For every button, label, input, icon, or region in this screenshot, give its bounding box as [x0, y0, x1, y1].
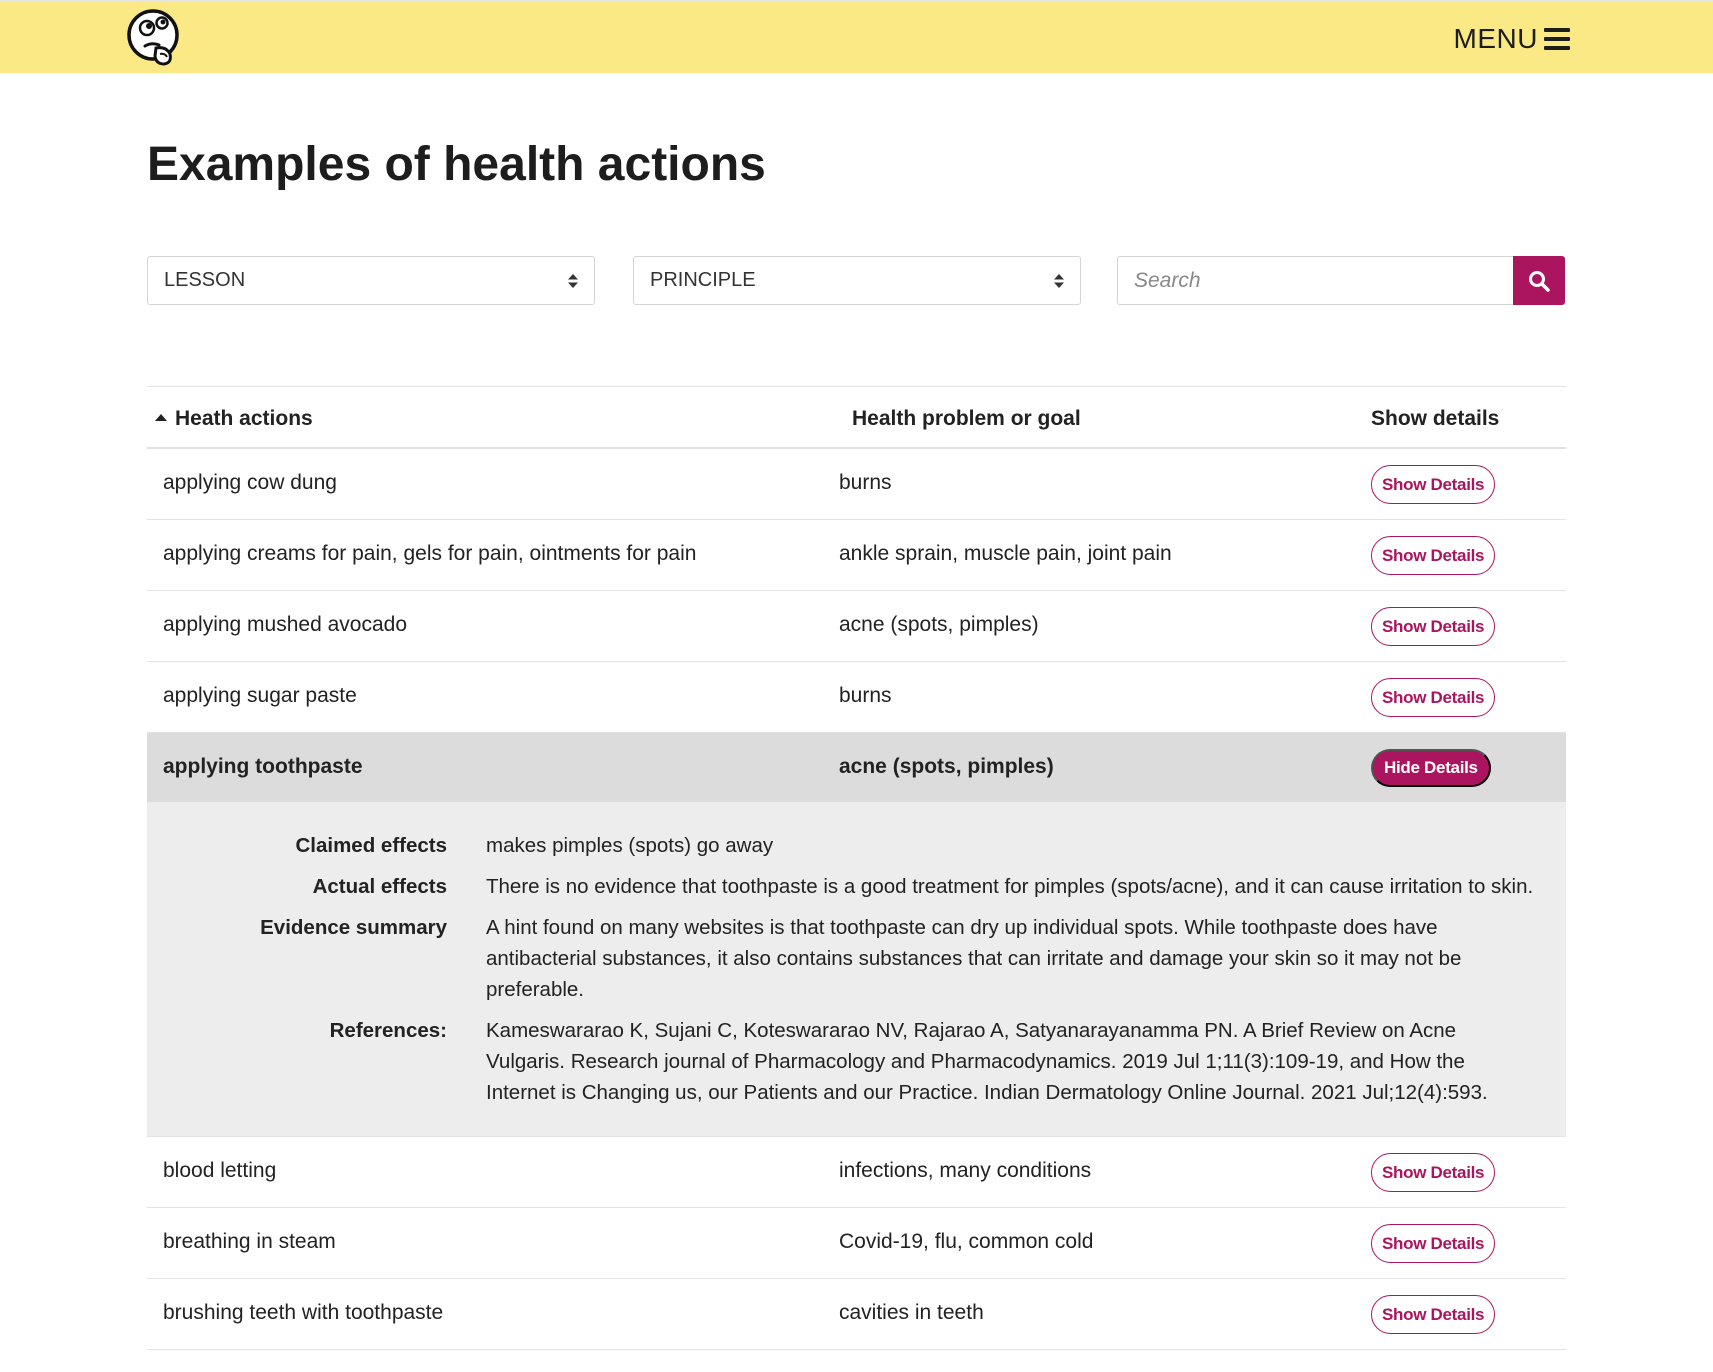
health-problem-cell: infections, many conditions — [839, 1159, 1092, 1182]
health-actions-table — [147, 386, 1566, 1350]
page-title: Examples of health actions — [147, 138, 766, 191]
table-row — [147, 591, 1566, 662]
column-header-health-problem[interactable]: Health problem or goal — [852, 407, 1081, 430]
detail-row-actual-effects — [147, 871, 1538, 902]
show-details-button[interactable]: Show Details — [1371, 1224, 1495, 1263]
health-problem-cell: Covid-19, flu, common cold — [839, 1230, 1094, 1253]
detail-value: A hint found on many websites is that toothpaste can dry up individual spots. While toothpaste does have antibacterial substances, it also contains substances that can irritate and damage your skin so it may not be preferable. — [486, 916, 1462, 1001]
detail-row-evidence-summary — [147, 912, 1538, 1005]
search-input[interactable] — [1117, 256, 1513, 305]
health-problem-cell: cavities in teeth — [839, 1301, 984, 1324]
thinking-face-icon[interactable] — [126, 8, 184, 68]
health-action-cell: breathing in steam — [163, 1230, 336, 1253]
detail-label: Evidence summary — [260, 916, 447, 939]
health-action-cell: applying cow dung — [163, 471, 337, 494]
show-details-button[interactable]: Show Details — [1371, 1153, 1495, 1192]
show-details-button[interactable]: Show Details — [1371, 678, 1495, 717]
principle-select[interactable] — [633, 256, 1081, 305]
menu-button[interactable] — [1454, 23, 1570, 55]
health-problem-cell: ankle sprain, muscle pain, joint pain — [839, 542, 1172, 565]
search-button[interactable] — [1513, 256, 1565, 305]
table-row-expanded — [147, 733, 1566, 802]
search-icon — [1528, 270, 1550, 292]
detail-label: References: — [329, 1019, 447, 1042]
hamburger-icon — [1544, 28, 1570, 50]
health-problem-cell: burns — [839, 471, 892, 494]
table-row — [147, 449, 1566, 520]
health-action-cell: brushing teeth with toothpaste — [163, 1301, 444, 1324]
table-row — [147, 1137, 1566, 1208]
health-action-cell: applying toothpaste — [163, 755, 363, 778]
health-problem-cell: burns — [839, 684, 892, 707]
detail-value: There is no evidence that toothpaste is a good treatment for pimples (spots/acne), and it can cause irritation to skin. — [486, 875, 1534, 898]
health-action-cell: blood letting — [163, 1159, 277, 1182]
table-row — [147, 520, 1566, 591]
menu-label: MENU — [1453, 23, 1538, 54]
table-header — [147, 386, 1566, 449]
table-row — [147, 1208, 1566, 1279]
column-header-show-details: Show details — [1371, 407, 1500, 430]
detail-row-references — [147, 1015, 1538, 1108]
select-arrows-icon — [1054, 274, 1064, 288]
detail-value: Kameswararao K, Sujani C, Koteswararao NV, Rajarao A, Satyanarayanamma PN. A Brief Review on Acne Vulgaris. Research journal of Pharmacology and Pharmacodynamics. 2019 Jul 1;11(3):109-19, and How the Internet is Changing us, our Patients and our Practice. Indian Dermatology Online Journal. 2021 Jul;12(4):593. — [486, 1019, 1488, 1104]
principle-select-value: PRINCIPLE — [650, 269, 756, 291]
detail-row-claimed-effects — [147, 830, 1538, 861]
select-arrows-icon — [568, 274, 578, 288]
health-action-cell: applying sugar paste — [163, 684, 357, 707]
health-action-cell: applying creams for pain, gels for pain, ointments for pain — [163, 542, 697, 565]
lesson-select[interactable] — [147, 256, 595, 305]
show-details-button[interactable]: Show Details — [1371, 465, 1495, 504]
top-header — [0, 0, 1713, 73]
hide-details-button[interactable]: Hide Details — [1371, 749, 1491, 787]
table-row — [147, 1279, 1566, 1350]
show-details-button[interactable]: Show Details — [1371, 1295, 1495, 1334]
details-panel — [147, 802, 1566, 1137]
detail-label: Claimed effects — [295, 834, 447, 857]
detail-value: makes pimples (spots) go away — [486, 834, 774, 857]
detail-label: Actual effects — [312, 875, 447, 898]
search-bar — [1117, 256, 1565, 305]
show-details-button[interactable]: Show Details — [1371, 607, 1495, 646]
table-row — [147, 662, 1566, 733]
health-problem-cell: acne (spots, pimples) — [839, 755, 1054, 778]
health-action-cell: applying mushed avocado — [163, 613, 408, 636]
sort-ascending-icon — [155, 414, 167, 421]
health-problem-cell: acne (spots, pimples) — [839, 613, 1039, 636]
show-details-button[interactable]: Show Details — [1371, 536, 1495, 575]
column-header-health-actions[interactable]: Heath actions — [155, 407, 313, 431]
lesson-select-value: LESSON — [164, 269, 246, 291]
